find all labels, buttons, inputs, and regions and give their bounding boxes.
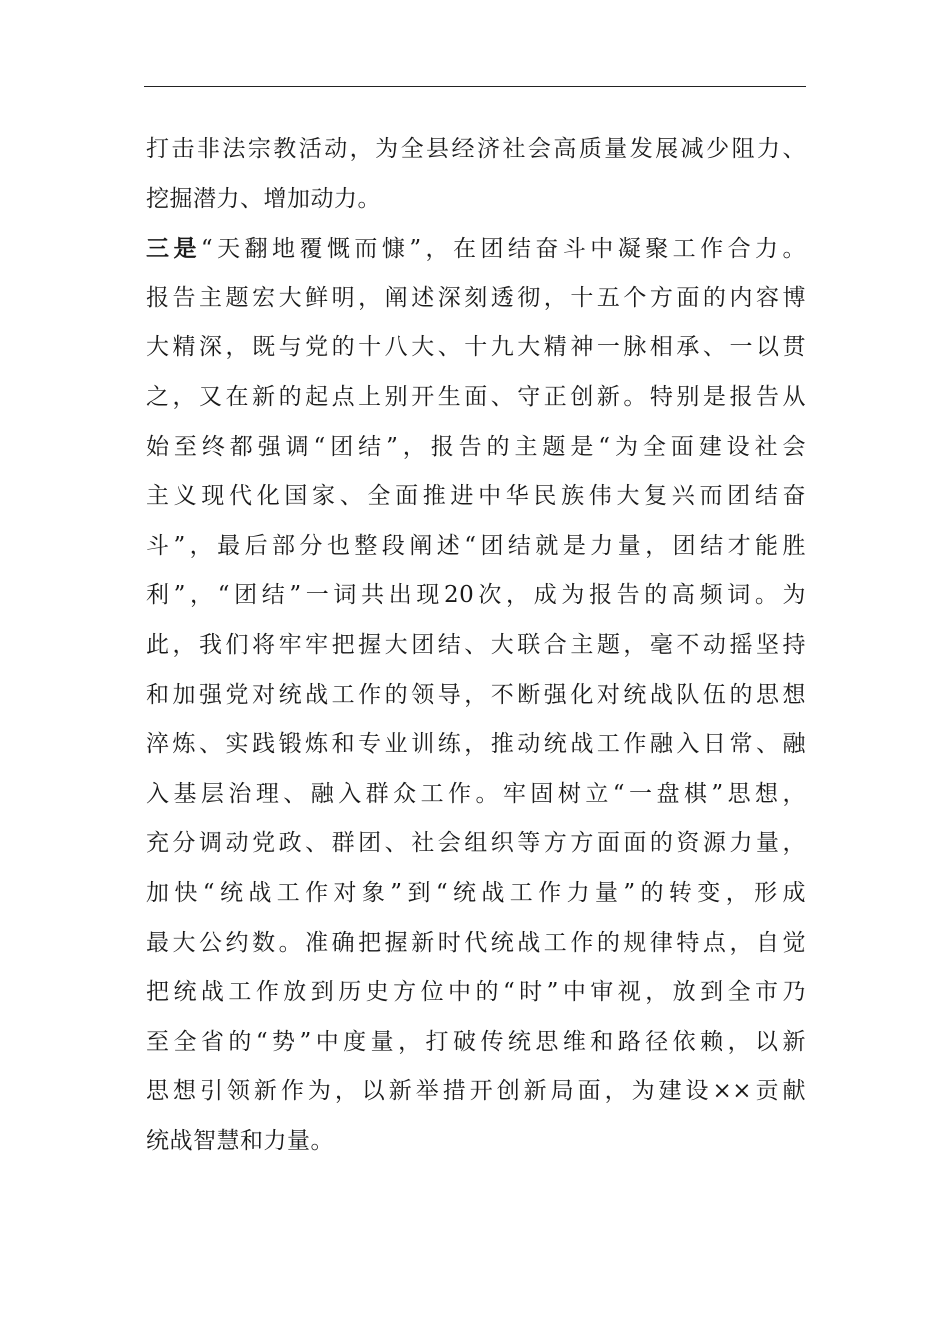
section-lead: 三是 [146, 235, 201, 263]
text-line: 斗”，最后部分也整段阐述“团结就是力量，团结才能胜 [146, 532, 806, 559]
text-line: 挖掘潜力、增加动力。 [146, 185, 381, 212]
text-line: 和加强党对统战工作的领导，不断强化对统战队伍的思想 [146, 681, 806, 708]
text-line: 主义现代化国家、全面推进中华民族伟大复兴而团结奋 [146, 483, 806, 510]
text-line: 始至终都强调“团结”，报告的主题是“为全面建设社会 [146, 433, 806, 460]
text-line: 入基层治理、融入群众工作。牢固树立“一盘棋”思想， [146, 780, 806, 807]
text-line: 思想引领新作为，以新举措开创新局面，为建设××贡献 [146, 1078, 806, 1105]
section-heading [146, 224, 806, 274]
text-line: 加快“统战工作对象”到“统战工作力量”的转变，形成 [146, 879, 806, 906]
section-heading-text: “天翻地覆慨而慷”，在团结奋斗中凝聚工作合力。 [200, 236, 806, 263]
text-line: 打击非法宗教活动，为全县经济社会高质量发展减少阻力、 [146, 136, 806, 162]
text-line: 利”，“团结”一词共出现20次，成为报告的高频词。为 [146, 582, 806, 609]
text-line: 大精深，既与党的十八大、十九大精神一脉相承、一以贯 [146, 334, 806, 361]
text-line: 报告主题宏大鲜明，阐述深刻透彻，十五个方面的内容博 [146, 284, 806, 311]
text-line: 之，又在新的起点上别开生面、守正创新。特别是报告从 [146, 383, 806, 410]
text-line: 淬炼、实践锻炼和专业训练，推动统战工作融入日常、融 [146, 731, 806, 758]
body-text [146, 125, 806, 1166]
text-line: 把统战工作放到历史方位中的“时”中审视，放到全市乃 [146, 979, 806, 1006]
text-line: 至全省的“势”中度量，打破传统思维和路径依赖，以新 [146, 1028, 806, 1055]
text-line: 统战智慧和力量。 [146, 1127, 334, 1154]
header-rule [144, 86, 806, 87]
text-line: 此，我们将牢牢把握大团结、大联合主题，毫不动摇坚持 [146, 631, 806, 658]
text-line: 充分调动党政、群团、社会组织等方方面面的资源力量， [146, 830, 806, 857]
text-line: 最大公约数。准确把握新时代统战工作的规律特点，自觉 [146, 929, 806, 956]
